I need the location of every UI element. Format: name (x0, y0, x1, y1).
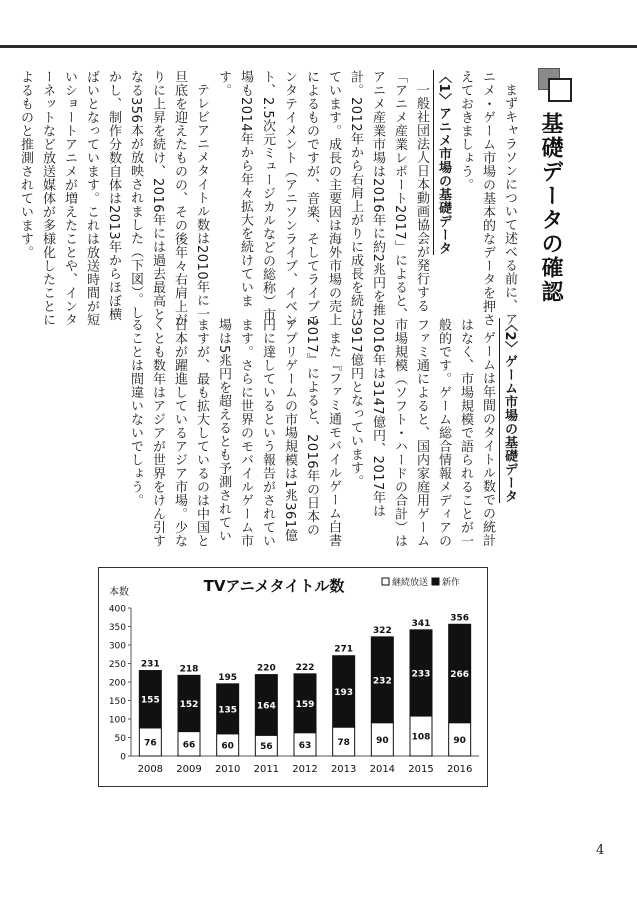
x-tick-label: 2013 (330, 764, 357, 775)
y-tick-label: 200 (108, 678, 126, 689)
bar-total-label: 341 (411, 618, 431, 629)
legend-swatch-2 (432, 578, 439, 585)
subheading-anime: 〈1〉アニメ市場の基礎データ (436, 70, 451, 256)
bar-value-label: 90 (376, 735, 389, 746)
intro-paragraph: まずキャラソンについて述べる前に、アニメ・ゲーム市場の基本的なデータを押さえておきましょう。 (458, 70, 517, 327)
bar-total-label: 218 (179, 664, 199, 675)
bar-total-label: 271 (334, 644, 354, 655)
bar-value-label: 63 (298, 740, 312, 751)
bar-value-label: 266 (450, 669, 470, 680)
y-tick-label: 300 (108, 641, 126, 652)
bar-total-label: 220 (256, 663, 276, 674)
bar-value-label: 159 (295, 699, 315, 710)
bar-total-label: 322 (372, 625, 392, 636)
y-tick-label: 250 (108, 660, 126, 670)
x-tick-label: 2016 (446, 764, 473, 775)
x-tick-label: 2010 (214, 764, 241, 775)
chart-title: TVアニメタイトル数 (203, 577, 345, 595)
bar-value-label: 76 (144, 738, 157, 749)
section-square-icon (538, 68, 572, 102)
legend-swatch-1 (382, 578, 389, 585)
text-column-top (18, 70, 520, 330)
section-title: 基礎データの確認 (538, 112, 563, 304)
bar-value-label: 135 (218, 705, 238, 716)
bar-value-label: 78 (337, 738, 350, 749)
y-tick-label: 50 (114, 734, 126, 744)
bar-value-label: 232 (372, 676, 392, 687)
bar-value-label: 155 (140, 695, 160, 706)
subheading-game: 〈2〉ゲーム市場の基礎データ (502, 318, 517, 504)
bar-value-label: 56 (260, 742, 273, 753)
bar-value-label: 164 (256, 701, 276, 712)
bar-value-label: 108 (411, 732, 431, 743)
chart-svg (99, 568, 487, 786)
text-column-bottom (75, 318, 520, 550)
bar-value-label: 233 (411, 669, 431, 680)
bar-value-label: 193 (334, 687, 354, 698)
y-tick-label: 150 (108, 697, 126, 707)
bar-value-label: 90 (453, 735, 466, 746)
x-tick-label: 2009 (176, 764, 202, 775)
game-paragraph-1: ゲームは年間のタイトル数での統計はなく、市場規模で語られることが一般的です。ゲーム総合情報メディアのファミ通によると、国内家庭用ゲーム市場規模（ソフト・ハードの合計）は2016年は3147億円、2017年は3917億円となっています。 (348, 318, 495, 548)
bar-total-label: 222 (295, 662, 315, 673)
bar-value-label: 60 (221, 741, 234, 752)
page-number: 4 (596, 843, 605, 858)
bar-total-label: 356 (450, 613, 470, 624)
bar-total-label: 231 (140, 659, 160, 670)
bar-value-label: 152 (179, 699, 199, 710)
x-tick-label: 2014 (369, 764, 396, 775)
legend-label-2: 新作 (442, 578, 461, 588)
x-tick-label: 2008 (137, 764, 164, 775)
anime-paragraph-2: テレビアニメタイトル数は2010年に一旦底を迎えたものの、その後年々右肩上がりに上昇を続け、2016年には過去最高となる356本が放映されました（下図）。しかし、制作分数自体は2013年からほぼ横ばいとなっています。これは放送時間が短いショートアニメが増えたことや、インターネットなど放送媒体が多様化したことによるものと推測されています。 (18, 70, 209, 327)
header-rule (0, 45, 637, 48)
x-tick-label: 2011 (253, 764, 280, 775)
x-tick-label: 2012 (292, 764, 318, 775)
bar-value-label: 66 (182, 740, 196, 751)
y-tick-label: 100 (108, 715, 126, 726)
y-tick-label: 400 (108, 604, 126, 615)
x-tick-label: 2015 (408, 764, 434, 775)
game-paragraph-2: また『ファミ通モバイルゲーム白書2017』によると、2016年の日本のアプリゲームの市場規模は1兆361億円に達しているという報告がされています。さらに世界のモバイルゲーム市場は5兆円を超えるとも予測されていますが、最も拡大しているのは中国と日本が躍進しているアジア市場。少なくとも数年はアジアが世界をけん引することは間違いないでしょう。 (128, 318, 341, 548)
legend-label-1: 継続放送 (392, 578, 429, 588)
y-tick-label: 0 (120, 752, 126, 763)
anime-paragraph-1: 一般社団法人日本動画協会が発行する「アニメ産業レポート2017」によると、アニメ産業市場は2016年に約2兆円を推計。2012年から右肩上がりに成長を続けています。成長の主要因は海外市場の売上によるものですが、音楽、そしてライブエンタテイメント（アニソンライブ、イベント、2.5次元ミュージカルなどの総称）市場も2014年から年々拡大を続けています。 (216, 70, 429, 327)
y-tick-label: 350 (108, 623, 126, 633)
tv-anime-chart (98, 567, 488, 787)
y-axis-label: 本数 (109, 587, 129, 598)
bar-total-label: 195 (218, 672, 238, 683)
